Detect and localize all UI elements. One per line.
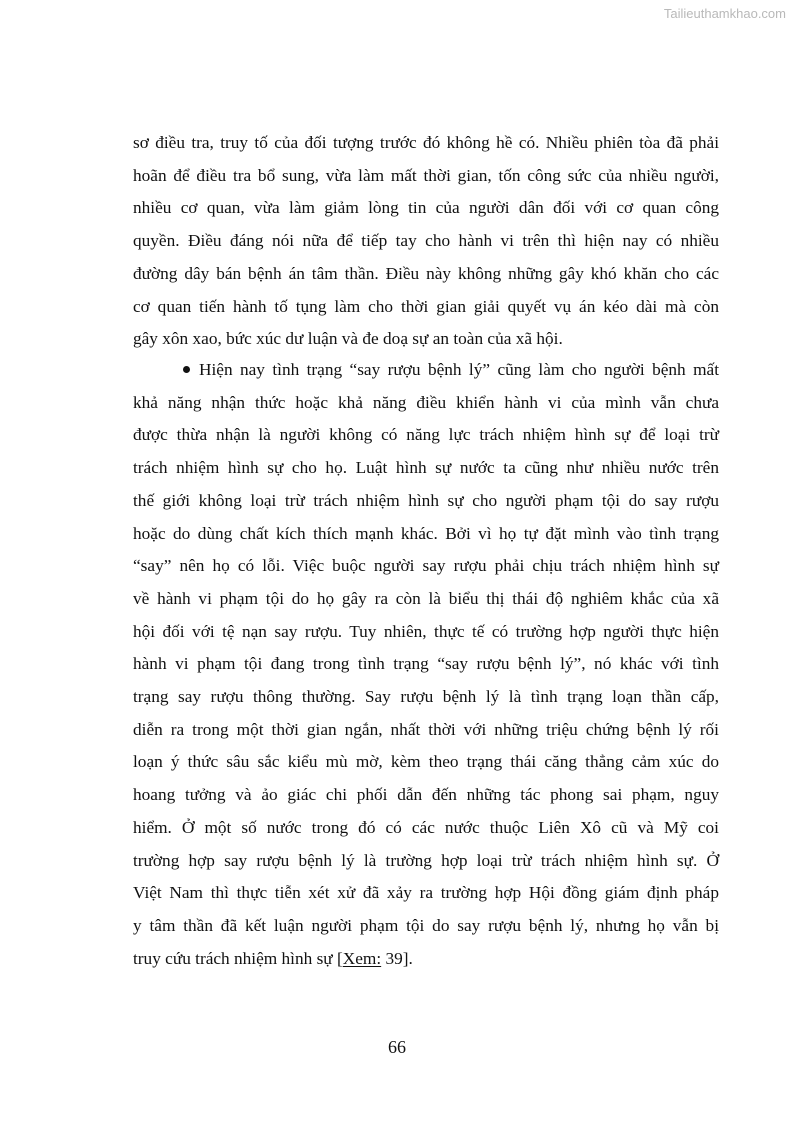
text-line: khả năng nhận thức hoặc khả năng điều khiển hành vi của mình vẫn chưa: [133, 392, 719, 412]
text-line: “say” nên họ có lỗi. Việc buộc người say rượu phải chịu trách nhiệm hình sự: [133, 556, 719, 576]
text-line: y tâm thần đã kết luận người phạm tội do say rượu bệnh lý, nhưng họ vẫn bị: [133, 915, 719, 935]
text-line: hoang tưởng và ảo giác chi phối dẫn đến những tác phong sai phạm, nguy: [133, 785, 719, 805]
text-line: hoãn để điều tra bổ sung, vừa làm mất thời gian, tốn công sức của nhiều người,: [133, 165, 719, 185]
bullet-first-line: [133, 354, 719, 387]
text-line: hội đối với tệ nạn say rượu. Tuy nhiên, thực tế có trường hợp người thực hiện: [133, 621, 719, 641]
last-line-text: truy cứu trách nhiệm hình sự: [133, 948, 337, 968]
text-line: được thừa nhận là người không có năng lực trách nhiệm hình sự để loại trừ: [133, 425, 719, 445]
text-line: hành vi phạm tội đang trong tình trạng “say rượu bệnh lý”, nó khác với tình: [133, 654, 719, 674]
paragraph-2-bulleted: [133, 354, 719, 975]
text-line: nhiều cơ quan, vừa làm giảm lòng tin của người dân đối với cơ quan công: [133, 198, 719, 218]
text-line: loạn ý thức sâu sắc kiểu mù mờ, kèm theo trạng thái căng thẳng cảm xúc do: [133, 752, 719, 772]
text-line: hiểm. Ở một số nước trong đó có các nước thuộc Liên Xô cũ và Mỹ coi: [133, 817, 719, 837]
text-line: đường dây bán bệnh án tâm thần. Điều này không những gây khó khăn cho các: [133, 263, 719, 283]
text-line: trường hợp say rượu bệnh lý là trường hợp loại trừ trách nhiệm hình sự. Ở: [133, 850, 719, 870]
text-line: gây xôn xao, bức xúc dư luận và đe doạ sự an toàn của xã hội.: [133, 329, 563, 349]
text-line: diễn ra trong một thời gian ngắn, nhất thời với những triệu chứng bệnh lý rối: [133, 719, 719, 739]
text-line: cơ quan tiến hành tố tụng làm cho thời gian giải quyết vụ án kéo dài mà còn: [133, 296, 719, 316]
text-line: thế giới không loại trừ trách nhiệm hình sự cho người phạm tội do say rượu: [133, 490, 719, 510]
paragraph-1: [133, 127, 719, 356]
page-number: 66: [388, 1037, 406, 1057]
text-line-last: [133, 943, 719, 976]
citation-link[interactable]: Xem:: [342, 948, 382, 968]
text-line: quyền. Điều đáng nói nữa để tiếp tay cho hành vi trên thì hiện nay có nhiều: [133, 231, 719, 251]
text-line: trạng say rượu thông thường. Say rượu bệnh lý là tình trạng loạn thần cấp,: [133, 687, 719, 707]
text-line: Việt Nam thì thực tiễn xét xử đã xảy ra trường hợp Hội đồng giám định pháp: [133, 883, 719, 903]
text-line: Hiện nay tình trạng “say rượu bệnh lý” cũng làm cho người bệnh mất: [199, 360, 719, 379]
citation-bracket: [: [336, 948, 343, 968]
text-line: hoặc do dùng chất kích thích mạnh khác. Bởi vì họ tự đặt mình vào tình trạng: [133, 523, 719, 543]
text-line: trách nhiệm hình sự cho họ. Luật hình sự nước ta cũng như nhiều nước trên: [133, 458, 719, 478]
citation-reference: 39].: [381, 948, 413, 968]
text-line: về hành vi phạm tội do họ gây ra còn là biểu thị thái độ nghiêm khắc của xã: [133, 588, 719, 608]
bullet-icon: [183, 366, 190, 373]
watermark: Tailieuthamkhao.com: [663, 6, 786, 21]
text-line: sơ điều tra, truy tố của đối tượng trước đó không hề có. Nhiều phiên tòa đã phải: [133, 133, 719, 152]
